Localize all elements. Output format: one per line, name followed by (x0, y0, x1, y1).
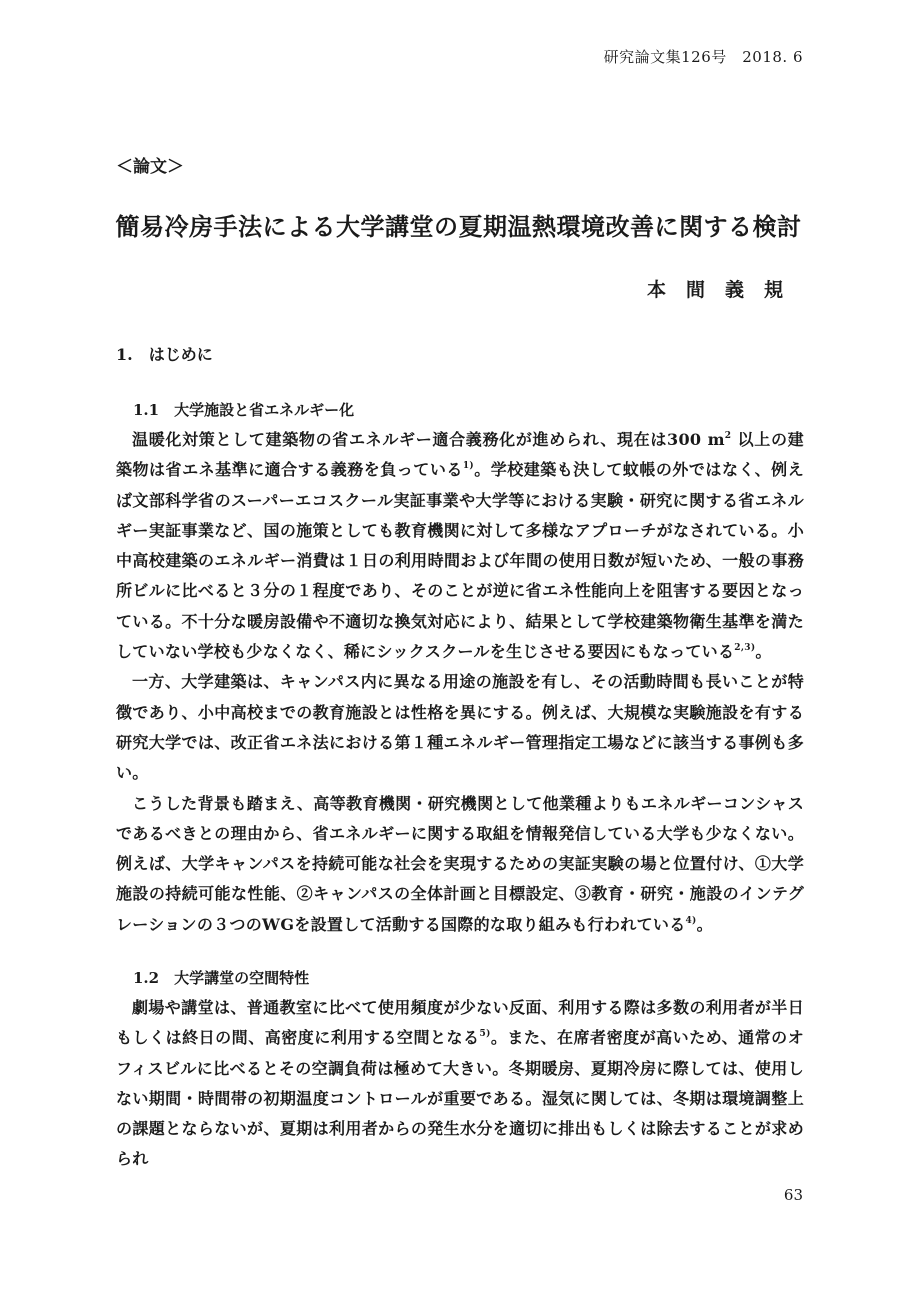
citation-ref: 5) (479, 1029, 491, 1040)
paragraph (116, 993, 804, 1175)
citation-ref: 1) (462, 461, 474, 472)
subsection-heading-1-2: 1.2 大学講堂の空間特性 (133, 969, 310, 987)
paragraph (116, 789, 804, 940)
article-type-label: ＜論文＞ (116, 157, 184, 177)
subsection-heading-1-1: 1.1 大学施設と省エネルギー化 (133, 401, 355, 419)
body-text-1-2 (116, 993, 804, 1175)
text-span: 。 (755, 642, 772, 662)
text-span: 温暖化対策として建築物の省エネルギー適合義務化が進められ、現在は300 m (132, 430, 725, 449)
paper-title: 簡易冷房手法による大学講堂の夏期温熱環境改善に関する検討 (115, 212, 802, 241)
journal-header: 研究論文集126号 2018. 6 (603, 48, 803, 66)
text-span: 。学校建築も決して蚊帳の外ではなく、例えば文部科学省のスーパーエコスクール実証事業や大学等における実験・研究に関する省エネルギー実証事業など、国の施策としても教育機関に対して多様なアプローチがなされている。小中高校建築のエネルギー消費は１日の利用時間および年間の使用日数が短いため、一般の事務所ビルに比べると３分の１程度であり、そのことが逆に省エネ性能向上を阻害する要因となっている。不十分な暖房設備や不適切な換気対応により、結果として学校建築物衛生基準を満たしていない学校も少なくなく、稀にシックスクールを生じさせる要因にもなっている (116, 460, 804, 662)
text-span: 。 (696, 914, 713, 934)
paragraph (116, 425, 804, 667)
text-span: 以上の建築物は省エネ基準に適合する義務を負っている (116, 430, 804, 480)
superscript-area-unit: 2 (724, 431, 732, 441)
text-span: 。また、在席者密度が高いため、通常のオフィスビルに比べるとその空調負荷は極めて大きい。冬期暖房、夏期冷房に際しては、使用しない期間・時間帯の初期温度コントロールが重要である。湿気に関しては、冬期は環境調整上の課題とならないが、夏期は利用者からの発生水分を適切に排出もしくは除去することが求められ (116, 1028, 804, 1169)
citation-ref: 4) (685, 915, 697, 926)
paragraph: 一方、大学建築は、キャンパス内に異なる用途の施設を有し、その活動時間も長いことが特徴であり、小中高校までの教育施設とは性格を異にする。例えば、大規模な実験施設を有する研究大学では、改正省エネ法における第１種エネルギー管理指定工場などに該当する事例も多い。 (116, 672, 804, 783)
citation-ref: 2,3) (734, 643, 756, 654)
text-span: 劇場や講堂は、普通教室に比べて使用頻度が少ない反面、利用する際は多数の利用者が半日もしくは終日の間、高密度に利用する空間となる (116, 998, 804, 1048)
body-text-1-1 (116, 425, 804, 940)
page-number: 63 (783, 1186, 803, 1204)
section-heading-introduction: 1. はじめに (116, 345, 213, 364)
text-span: こうした背景も踏まえ、高等教育機関・研究機関として他業種よりもエネルギーコンシャスであるべきとの理由から、省エネルギーに関する取組を情報発信している大学も少なくない。例えば、大学キャンパスを持続可能な社会を実現するための実証実験の場と位置付け、①大学施設の持続可能な性能、②キャンパスの全体計画と目標設定、③教育・研究・施設のインテグレーションの３つのWGを設置して活動する国際的な取り組みも行われている (116, 793, 804, 934)
author-name: 本間義規 (646, 279, 803, 301)
